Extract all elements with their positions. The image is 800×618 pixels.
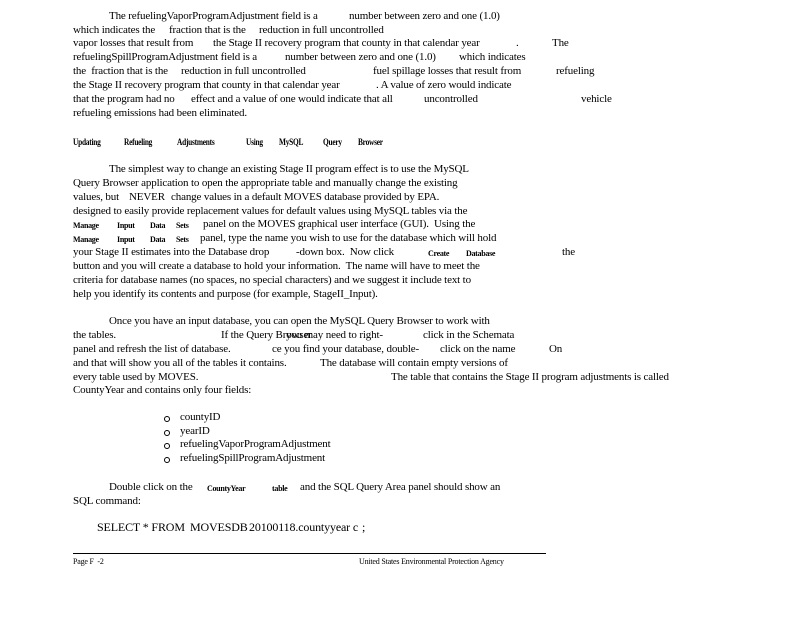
para1-line1a: The refuelingVaporProgramAdjustment field is a: [109, 10, 318, 22]
para2-line6b: Input: [117, 235, 135, 244]
para3-line3b: ce you find your database, double-: [272, 343, 420, 355]
para2-line5a: Manage: [73, 221, 99, 230]
para2-line1: The simplest way to change an existing Stage II program effect is to use the MySQL: [109, 163, 469, 175]
para1-line3c: .: [516, 37, 519, 49]
footer-agency: United States Environmental Protection Agency: [359, 557, 504, 566]
heading-word-refueling: Refueling: [124, 137, 153, 147]
para2-line6a: Manage: [73, 235, 99, 244]
para4-line1d: and the SQL Query Area panel should show an: [300, 481, 501, 493]
para2-line6c: Data: [150, 235, 166, 244]
heading-word-adjustments: Adjustments: [177, 137, 215, 147]
para2-line3a: values, but: [73, 191, 120, 203]
para2-line6d: Sets: [176, 235, 189, 244]
para3-line3c: click on the name: [440, 343, 516, 355]
sql-part-db: MOVESDB: [190, 520, 248, 534]
para1-line3a: vapor losses that result from: [73, 37, 194, 49]
page-number: Page F -2: [73, 557, 104, 566]
para4-line2: SQL command:: [73, 495, 141, 507]
para4-line1b: CountyYear: [207, 484, 246, 493]
para3-line3a: panel and refresh the list of database.: [73, 343, 231, 355]
para2-line5b: Input: [117, 221, 135, 230]
para1-line4b: number between zero and one (1.0): [285, 51, 436, 63]
para3-line4a: and that will show you all of the tables it contains.: [73, 357, 287, 369]
para3-line5b: The table that contains the Stage II program adjustments is called: [391, 371, 669, 383]
para2-line7c: Create: [428, 249, 450, 258]
para1-line5a: the fraction that is the: [73, 65, 168, 77]
para1-line6a: the Stage II recovery program that county in that calendar year: [73, 79, 340, 91]
para1-line7b: effect and a value of one would indicate that all: [191, 93, 393, 105]
para2-line2: Query Browser application to open the appropriate table and manually change the existing: [73, 177, 458, 189]
bullet-icon: [164, 430, 170, 436]
bullet-icon: [164, 416, 170, 422]
heading-word-mysql: MySQL: [279, 137, 304, 147]
field-name: yearID: [180, 425, 210, 437]
para1-line7d: vehicle: [581, 93, 612, 105]
sql-part-select: SELECT * FROM: [97, 520, 185, 534]
para3-line2b: If the Query Browser: [221, 329, 312, 341]
para2-line7e: the: [562, 246, 575, 258]
field-name: countyID: [180, 411, 221, 423]
para2-line10: help you identify its contents and purpose (for example, StageII_Input).: [73, 288, 378, 300]
para1-line5d: refueling: [556, 65, 595, 77]
para1-line2b: fraction that is the: [169, 24, 246, 36]
para3-line6: CountyYear and contains only four fields:: [73, 384, 252, 396]
heading-word-updating: Updating: [73, 137, 101, 147]
footer-rule: [73, 553, 546, 554]
para2-line7a: your Stage II estimates into the Database drop: [73, 246, 270, 258]
para3-line2a: the tables.: [73, 329, 116, 341]
para1-line7c: uncontrolled: [424, 93, 478, 105]
bullet-icon: [164, 457, 170, 463]
sql-part-table: 20100118.countyyear c: [249, 520, 359, 534]
para1-line5c: fuel spillage losses that result from: [373, 65, 522, 77]
para3-line1: Once you have an input database, you can open the MySQL Query Browser to work with: [109, 315, 490, 327]
para2-line7b: -down box. Now click: [296, 246, 394, 258]
para2-line3c: change values in a default MOVES database provided by EPA.: [171, 191, 440, 203]
para1-line7a: that the program had no: [73, 93, 175, 105]
para3-line2d: click in the Schemata: [423, 329, 515, 341]
para3-line3d: On: [549, 343, 563, 355]
para1-line8: refueling emissions had been eliminated.: [73, 107, 247, 119]
para1-line6b: . A value of zero would indicate: [376, 79, 512, 91]
para1-line4a: refuelingSpillProgramAdjustment field is a: [73, 51, 258, 63]
para2-line6e: panel, type the name you wish to use for the database which will hold: [200, 232, 497, 244]
para4-line1c: table: [272, 484, 288, 493]
para1-line2c: reduction in full uncontrolled: [259, 24, 384, 36]
para2-line3b: NEVER: [129, 191, 165, 203]
para1-line5b: reduction in full uncontrolled: [181, 65, 306, 77]
para1-line3d: The: [552, 37, 569, 49]
para3-line5a: every table used by MOVES.: [73, 371, 199, 383]
para2-line5e: panel on the MOVES graphical user interface (GUI). Using the: [203, 218, 476, 230]
sql-part-end: ;: [362, 520, 366, 534]
para2-line4: designed to easily provide replacement values for default values using MySQL tables via the: [73, 205, 468, 217]
field-name: refuelingVaporProgramAdjustment: [180, 438, 331, 450]
heading-word-using: Using: [246, 137, 263, 147]
para2-line5c: Data: [150, 221, 166, 230]
para2-line5d: Sets: [176, 221, 189, 230]
bullet-icon: [164, 443, 170, 449]
heading-word-browser: Browser: [358, 137, 383, 147]
para1-line3b: the Stage II recovery program that county in that calendar year: [213, 37, 480, 49]
para1-line1b: number between zero and one (1.0): [349, 10, 500, 22]
heading-word-query: Query: [323, 137, 342, 147]
para1-line4c: which indicates: [459, 51, 526, 63]
para2-line7d: Database: [466, 249, 496, 258]
para3-line4b: The database will contain empty versions of: [320, 357, 508, 369]
para2-line8: button and you will create a database to hold your information. The name will have to meet the: [73, 260, 480, 272]
para1-line2a: which indicates the: [73, 24, 156, 36]
para4-line1a: Double click on the: [109, 481, 193, 493]
para3-line2c: you may need to right-: [286, 329, 383, 341]
para2-line9: criteria for database names (no spaces, no special characters) and we suggest it include text to: [73, 274, 471, 286]
field-name: refuelingSpillProgramAdjustment: [180, 452, 326, 464]
